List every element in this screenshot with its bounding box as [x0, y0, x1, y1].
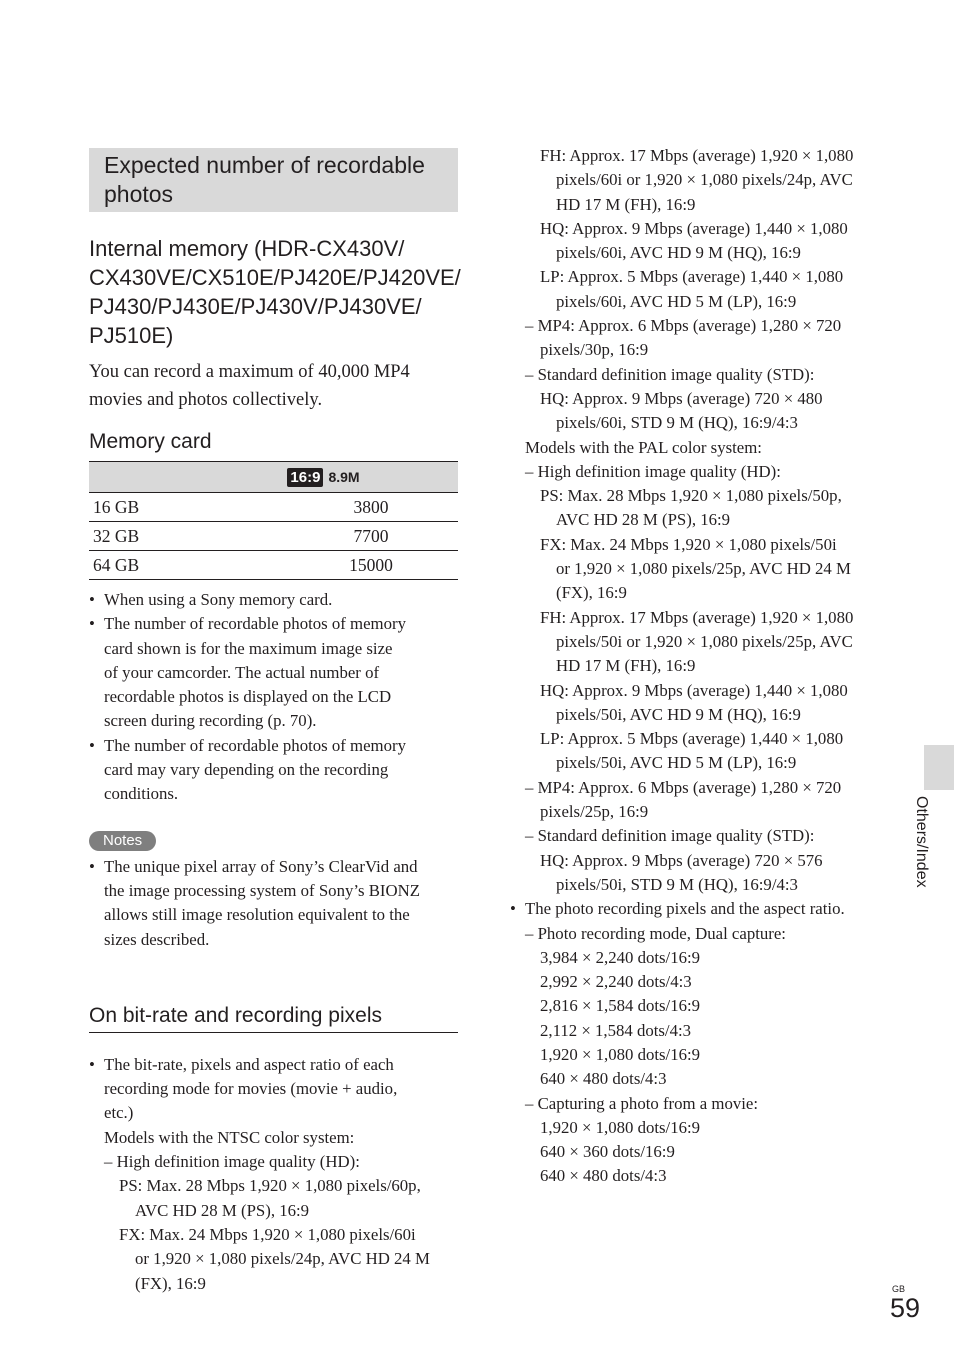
- text-line: recording mode for movies (movie + audio,: [104, 1079, 398, 1099]
- text-line: PS: Max. 28 Mbps 1,920 × 1,080 pixels/50p,: [540, 486, 842, 506]
- bullet-line: • The number of recordable photos of memory: [104, 735, 406, 755]
- image-size-label: 8.9M: [328, 469, 360, 485]
- text-line: FX: Max. 24 Mbps 1,920 × 1,080 pixels/60i: [119, 1224, 416, 1244]
- table-row: [89, 551, 458, 580]
- text-line: 3,984 × 2,240 dots/16:9: [540, 947, 701, 967]
- text-line: – MP4: Approx. 6 Mbps (average) 1,280 × 720: [525, 777, 842, 797]
- table-row: [89, 493, 458, 522]
- aspect-16-9-icon: 16:9: [287, 468, 323, 487]
- text-line: – Standard definition image quality (STD):: [525, 826, 815, 846]
- list-item: [89, 734, 458, 807]
- list-item: [89, 855, 458, 952]
- bullet-line: of your camcorder. The actual number of: [104, 662, 380, 682]
- note-line: sizes described.: [104, 929, 210, 949]
- text-line: pixels/60i, AVC HD 5 M (LP), 16:9: [556, 291, 797, 311]
- photos-cell: 3800: [188, 493, 458, 522]
- internal-memory-heading: [89, 234, 461, 350]
- text-line: HQ: Approx. 9 Mbps (average) 1,440 × 1,080: [540, 218, 848, 238]
- notes-list: [89, 855, 458, 952]
- note-line: the image processing system of Sony’s BIONZ: [104, 880, 421, 900]
- section-tab-marker: [924, 745, 954, 790]
- bullet-line: card shown is for the maximum image size: [104, 638, 393, 658]
- text-line: 2,112 × 1,584 dots/4:3: [540, 1020, 692, 1040]
- internal-memory-text: [89, 358, 458, 414]
- text-line: 2,992 × 2,240 dots/4:3: [540, 972, 692, 992]
- text-line: AVC HD 28 M (PS), 16:9: [556, 510, 731, 530]
- table-row: [89, 522, 458, 551]
- table-header-row: [89, 462, 458, 493]
- text-line: Models with the PAL color system:: [525, 437, 762, 457]
- section-title: Expected number of recordable photos: [89, 148, 458, 212]
- notes-badge: Notes: [89, 831, 156, 851]
- text-line: (FX), 16:9: [135, 1273, 206, 1293]
- text-line: 640 × 480 dots/4:3: [540, 1166, 667, 1186]
- text-line: 1,920 × 1,080 dots/16:9: [540, 1044, 701, 1064]
- text-line: – MP4: Approx. 6 Mbps (average) 1,280 × 720: [525, 316, 842, 336]
- internal-memory-heading-line: CX430VE/CX510E/PJ420E/PJ420VE/: [89, 265, 461, 290]
- bullet-line: screen during recording (p. 70).: [104, 711, 317, 731]
- capacity-cell: 32 GB: [89, 522, 188, 551]
- text-line: FH: Approx. 17 Mbps (average) 1,920 × 1,080: [540, 146, 854, 165]
- memory-card-heading: Memory card: [89, 430, 212, 453]
- internal-memory-text-line: You can record a maximum of 40,000 MP4: [89, 362, 410, 382]
- capacity-cell: 16 GB: [89, 493, 188, 522]
- text-line: 640 × 480 dots/4:3: [540, 1069, 667, 1089]
- text-line: pixels/50i, AVC HD 9 M (HQ), 16:9: [556, 704, 801, 724]
- right-column: [510, 144, 890, 1189]
- page-number: 59: [890, 1293, 921, 1323]
- text-line: etc.): [104, 1103, 134, 1123]
- list-item: • The bit-rate, pixels and aspect ratio of each: [89, 1053, 458, 1077]
- internal-memory-text-line: movies and photos collectively.: [89, 390, 323, 410]
- text-line: – Capturing a photo from a movie:: [525, 1093, 759, 1113]
- bullet-line: • The number of recordable photos of memory: [104, 614, 406, 634]
- table-header-cell: [89, 462, 458, 493]
- list-item: [89, 588, 458, 612]
- bullet-line: recordable photos is displayed on the LCD: [104, 687, 392, 707]
- text-line: HQ: Approx. 9 Mbps (average) 720 × 480: [540, 388, 823, 408]
- text-line: pixels/30p, 16:9: [540, 340, 649, 360]
- text-line: HD 17 M (FH), 16:9: [556, 194, 696, 214]
- text-line: LP: Approx. 5 Mbps (average) 1,440 × 1,080: [540, 267, 844, 287]
- text-line: pixels/25p, 16:9: [540, 802, 649, 822]
- page-region-label: GB: [892, 1284, 906, 1294]
- text-line: – Standard definition image quality (STD):: [525, 364, 815, 384]
- text-line: FH: Approx. 17 Mbps (average) 1,920 × 1,080: [540, 607, 854, 627]
- text-line: HQ: Approx. 9 Mbps (average) 1,440 × 1,080: [540, 680, 848, 700]
- text-line: 2,816 × 1,584 dots/16:9: [540, 996, 701, 1016]
- text-line: pixels/60i or 1,920 × 1,080 pixels/24p, AVC: [556, 170, 853, 190]
- note-line: • The unique pixel array of Sony’s ClearVid and: [104, 856, 418, 876]
- list-item: • The photo recording pixels and the aspect ratio.: [510, 897, 890, 921]
- text-line: or 1,920 × 1,080 pixels/25p, AVC HD 24 M: [556, 559, 851, 579]
- text-line: pixels/50i, AVC HD 5 M (LP), 16:9: [556, 753, 797, 773]
- bullet-line: • When using a Sony memory card.: [104, 590, 333, 609]
- text-line: HD 17 M (FH), 16:9: [556, 656, 696, 676]
- photos-cell: 15000: [188, 551, 458, 580]
- text-line: AVC HD 28 M (PS), 16:9: [135, 1200, 310, 1220]
- note-line: allows still image resolution equivalent to the: [104, 905, 410, 925]
- capacity-cell: 64 GB: [89, 551, 188, 580]
- text-line: 1,920 × 1,080 dots/16:9: [540, 1117, 701, 1137]
- memory-card-bullets: [89, 588, 458, 807]
- internal-memory-heading-line: PJ510E): [89, 323, 174, 348]
- memory-card-table: [89, 461, 458, 580]
- text-line: – Photo recording mode, Dual capture:: [525, 923, 786, 943]
- list-item: [89, 612, 458, 733]
- bullet-line: card may vary depending on the recording: [104, 760, 389, 780]
- text-line: PS: Max. 28 Mbps 1,920 × 1,080 pixels/60p,: [119, 1176, 421, 1196]
- photos-cell: 7700: [188, 522, 458, 551]
- text-line: HQ: Approx. 9 Mbps (average) 720 × 576: [540, 850, 823, 870]
- text-line: or 1,920 × 1,080 pixels/24p, AVC HD 24 M: [135, 1249, 430, 1269]
- bullet-line: conditions.: [104, 784, 179, 804]
- internal-memory-heading-line: PJ430/PJ430E/PJ430V/PJ430VE/: [89, 294, 422, 319]
- text-line: – High definition image quality (HD):: [525, 461, 781, 481]
- text-line: LP: Approx. 5 Mbps (average) 1,440 × 1,080: [540, 729, 844, 749]
- text-line: pixels/60i, AVC HD 9 M (HQ), 16:9: [556, 243, 801, 263]
- text-line: pixels/50i, STD 9 M (HQ), 16:9/4:3: [556, 874, 798, 894]
- text-line: pixels/60i, STD 9 M (HQ), 16:9/4:3: [556, 413, 798, 433]
- text-line: FX: Max. 24 Mbps 1,920 × 1,080 pixels/50i: [540, 534, 837, 554]
- internal-memory-heading-line: Internal memory (HDR-CX430V/: [89, 236, 405, 261]
- section-tab-label: Others/Index: [913, 796, 930, 888]
- text-line: Models with the NTSC color system:: [104, 1127, 355, 1147]
- bitrate-text: [89, 1053, 458, 1296]
- text-line: pixels/50i or 1,920 × 1,080 pixels/25p, AVC: [556, 631, 853, 651]
- text-line: – High definition image quality (HD):: [104, 1152, 360, 1172]
- text-line: (FX), 16:9: [556, 583, 627, 603]
- left-column: [89, 148, 461, 1296]
- text-line: 640 × 360 dots/16:9: [540, 1142, 675, 1162]
- bitrate-heading: On bit-rate and recording pixels: [89, 1002, 458, 1033]
